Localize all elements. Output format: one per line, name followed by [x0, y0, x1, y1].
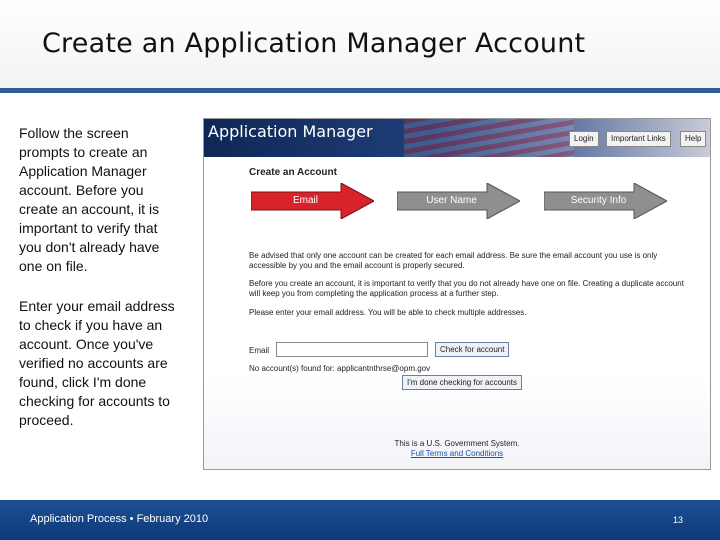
step-email — [251, 183, 374, 219]
application-manager-screenshot — [203, 118, 711, 470]
done-checking-button[interactable]: I'm done checking for accounts — [402, 375, 522, 390]
footer-text: Application Process • February 2010 — [30, 513, 209, 525]
step-security-info — [544, 183, 667, 219]
slide-footer — [0, 500, 720, 540]
create-account-heading: Create an Account — [249, 167, 337, 178]
notice-verify-account: Before you create an account, it is important to verify that you do not already have one on file. Creating a duplicate account will keep you from completing the application process at a further step. — [249, 279, 684, 298]
step-email-label: Email — [292, 195, 318, 206]
no-accounts-found-text: No account(s) found for: applicantnthrse@opm.gov — [249, 364, 431, 373]
nav-important-links-button[interactable]: Important Links — [606, 131, 671, 147]
email-input[interactable] — [276, 342, 428, 357]
page-number: 13 — [673, 515, 684, 525]
nav-login-button[interactable]: Login — [569, 131, 599, 147]
flag-banner — [404, 119, 574, 157]
app-logo: Application Manager — [208, 122, 373, 141]
step-user-name — [397, 183, 520, 219]
slide-title: Create an Application Manager Account — [42, 28, 586, 59]
terms-and-conditions-link[interactable]: Full Terms and Conditions — [410, 449, 504, 458]
instruction-paragraph-1: Follow the screen prompts to create an Application Manager account. Before you create an account, it is important to verify that you don't already have one on file. — [19, 125, 160, 274]
notice-one-account: Be advised that only one account can be created for each email address. Be sure the email account you use is only accessible by you and the email account is properly secured. — [249, 251, 658, 270]
email-label: Email — [249, 346, 270, 355]
nav-help-button[interactable]: Help — [680, 131, 706, 147]
step-user-name-label: User Name — [426, 195, 477, 206]
step-security-info-label: Security Info — [570, 195, 627, 206]
app-header — [204, 119, 710, 157]
title-divider — [0, 88, 720, 93]
notice-enter-email: Please enter your email address. You will be able to check multiple addresses. — [249, 308, 527, 317]
check-for-account-button[interactable]: Check for account — [435, 342, 509, 357]
instruction-paragraph-2: Enter your email address to check if you have an account. Once you've verified no accounts are found, click I'm done checking for accounts to proceed. — [19, 298, 175, 428]
government-system-notice: This is a U.S. Government System. — [394, 439, 520, 448]
